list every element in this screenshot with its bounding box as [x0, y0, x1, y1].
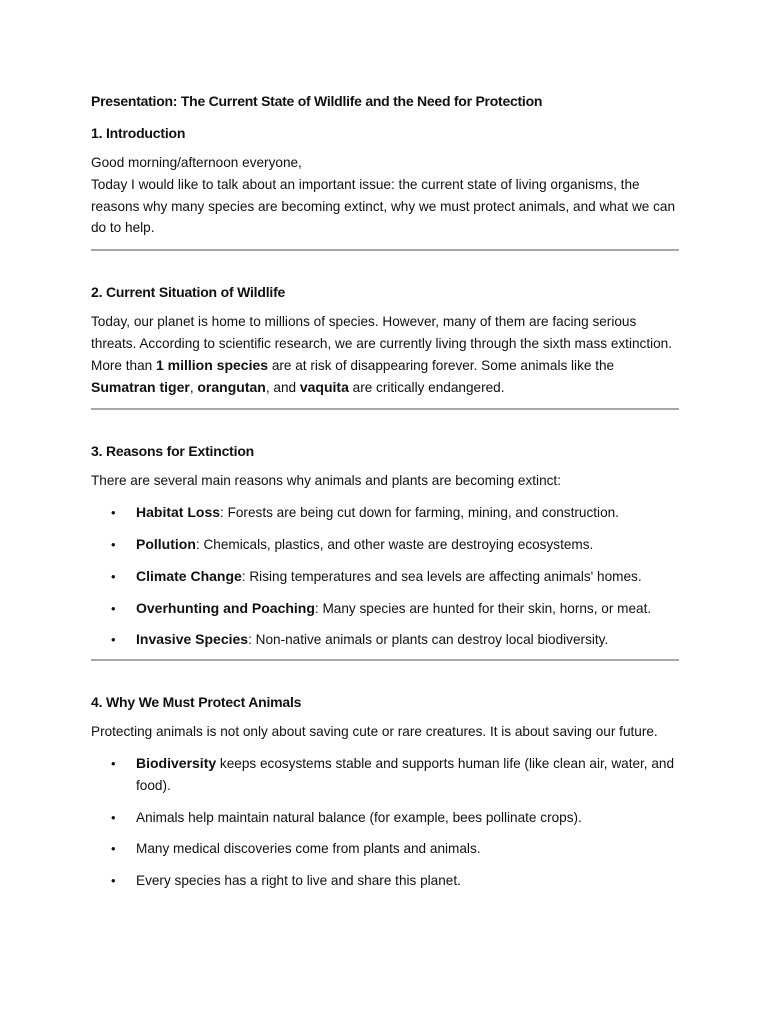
- list-item: • Invasive Species: Non-native animals or plants can destroy local biodiversity.: [91, 629, 679, 651]
- intro-greeting: Good morning/afternoon everyone,: [91, 155, 302, 170]
- bullet-icon: •: [111, 841, 116, 857]
- bullet-icon: •: [111, 600, 116, 616]
- bullet-icon: •: [111, 568, 116, 584]
- section-heading-current-situation: 2. Current Situation of Wildlife: [91, 284, 286, 301]
- bold-text: orangutan: [197, 378, 266, 395]
- section-heading-reasons: 3. Reasons for Extinction: [91, 443, 255, 460]
- bold-text: vaquita: [299, 378, 349, 395]
- bullet-icon: •: [111, 632, 116, 648]
- intro-paragraph: Today I would like to talk about an important issue: the current state of living organisms, the reasons why many species are becoming extinct, why we must protect animals, and what we can do to help.: [91, 176, 676, 236]
- list-item: • Pollution: Chemicals, plastics, and other waste are destroying ecosystems.: [91, 534, 679, 556]
- bullet-icon: •: [111, 755, 116, 771]
- situation-paragraph-2: More than 1 million species are at risk of disappearing forever. Some animals like the Sumatran tiger, orangutan, and vaquita are critically endangered.: [91, 356, 615, 395]
- protect-list: [91, 753, 679, 892]
- bold-text: 1 million species: [155, 356, 269, 373]
- list-item: • Overhunting and Poaching: Many species are hunted for their skin, horns, or meat.: [91, 598, 679, 620]
- document-title: Presentation: The Current State of Wildlife and the Need for Protection: [91, 93, 543, 109]
- bullet-icon: •: [111, 873, 116, 889]
- list-item: • Habitat Loss: Forests are being cut down for farming, mining, and construction.: [91, 502, 679, 524]
- list-item: • Biodiversity keeps ecosystems stable and supports human life (like clean air, water, and food).: [111, 754, 675, 793]
- list-item: • Animals help maintain natural balance (for example, bees pollinate crops).: [91, 807, 679, 829]
- situation-paragraph: Today, our planet is home to millions of species. However, many of them are facing serious threats. According to scientific research, we are currently living through the sixth mass extinction.: [91, 314, 673, 351]
- reasons-intro: There are several main reasons why animals and plants are becoming extinct:: [91, 473, 561, 489]
- bullet-icon: •: [111, 536, 116, 552]
- reasons-list: [91, 502, 679, 651]
- bold-text: Sumatran tiger: [91, 378, 190, 395]
- protect-intro: Protecting animals is not only about saving cute or rare creatures. It is about saving our future.: [91, 724, 658, 740]
- list-item: • Many medical discoveries come from plants and animals.: [91, 838, 679, 860]
- document-body: [91, 88, 679, 892]
- bullet-icon: •: [111, 809, 116, 825]
- section-heading-introduction: 1. Introduction: [91, 125, 186, 141]
- bullet-icon: •: [111, 505, 116, 521]
- list-item: • Climate Change: Rising temperatures and sea levels are affecting animals' homes.: [91, 566, 679, 588]
- list-item: • Every species has a right to live and share this planet.: [91, 870, 679, 892]
- section-heading-protect: 4. Why We Must Protect Animals: [91, 694, 302, 711]
